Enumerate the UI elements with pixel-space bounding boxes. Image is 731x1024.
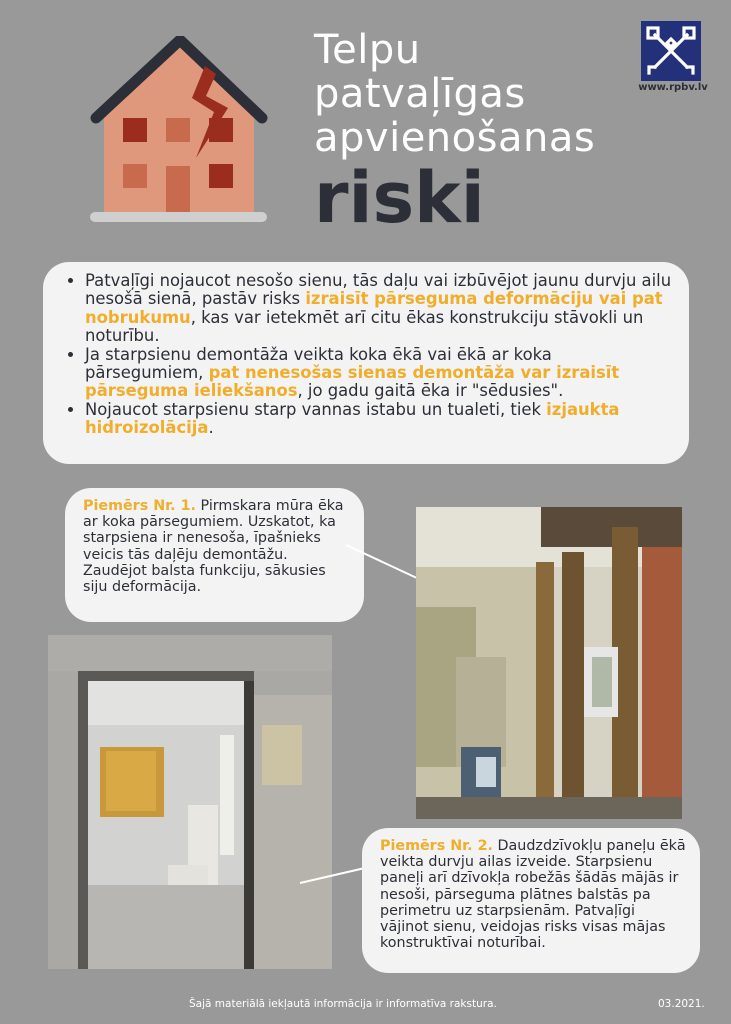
risk-list-item xyxy=(85,346,673,401)
example-1-card xyxy=(65,488,364,622)
footer-disclaimer: Šajā materiālā iekļautā informācija ir informatīva rakstura. xyxy=(189,998,497,1010)
example-2-body: Daudzdzīvokļu paneļu ēkā veikta durvju ailas izveide. Starpsienu paneļi arī dzīvokļa robežās šādās mājās ir nesoši, pārseguma plātnes balstās pa perimetru uz starpsienām. Patvaļīgi vājinot sienu, veidojas risks visas mājas konstruktīvai noturībai. xyxy=(380,838,686,952)
title-line-2: patvaļīgas xyxy=(314,71,526,117)
example-2-label: Piemērs Nr. 2. xyxy=(380,838,493,854)
body-text: . xyxy=(208,418,214,438)
risk-list-card xyxy=(43,262,689,464)
risk-list-item xyxy=(85,272,673,346)
example-2-text xyxy=(362,828,700,951)
example-2-photo xyxy=(48,635,332,969)
website-url[interactable]: www.rpbv.lv xyxy=(638,82,708,93)
example-1-text xyxy=(65,488,364,595)
body-text: Nojaucot starpsienu starp vannas istabu un tualeti, tiek xyxy=(85,399,547,419)
example-1-label: Piemērs Nr. 1. xyxy=(83,498,196,514)
cracked-house-icon xyxy=(88,36,270,226)
rpbv-logo[interactable] xyxy=(641,21,701,81)
body-text: , kas var ietekmēt arī citu ēkas konstrukciju stāvokli un noturību. xyxy=(85,307,644,346)
title-big: riski xyxy=(314,157,485,239)
footer-date: 03.2021. xyxy=(658,998,705,1010)
highlighted-text: pat nenesošas sienas demontāža var izraisīt pārseguma ieliekšanos xyxy=(85,363,620,401)
title-line-1: Telpu xyxy=(314,27,421,73)
highlighted-text: izraisīt pārseguma deformāciju vai pat nobrukumu xyxy=(85,289,663,327)
example-2-card xyxy=(362,828,700,973)
crossed-keys-icon xyxy=(641,21,701,81)
body-text: Ja starpsienu demontāža veikta koka ēkā vai ēkā ar koka pārsegumiem, xyxy=(85,344,552,383)
risk-list-item xyxy=(85,401,673,438)
example-1-photo xyxy=(416,507,682,819)
risk-list xyxy=(43,262,689,438)
body-text: Patvaļīgi nojaucot nesošo sienu, tās daļu vai izbūvējot jaunu durvju ailu nesošā sienā, pastāv risks xyxy=(85,271,672,309)
title-line-3: apvienošanas xyxy=(314,115,596,161)
highlighted-text: izjaukta hidroizolācija xyxy=(85,399,620,438)
example-1-body: Pirmskara mūra ēka ar koka pārsegumiem. Uzskatot, ka starpsiena ir nenesoša, īpašnieks veicis tās daļēju demontāžu. Zaudējot balsta funkciju, sākusies siju deformācija. xyxy=(83,498,344,596)
body-text: , jo gadu gaitā ēka ir "sēdusies". xyxy=(297,381,564,401)
